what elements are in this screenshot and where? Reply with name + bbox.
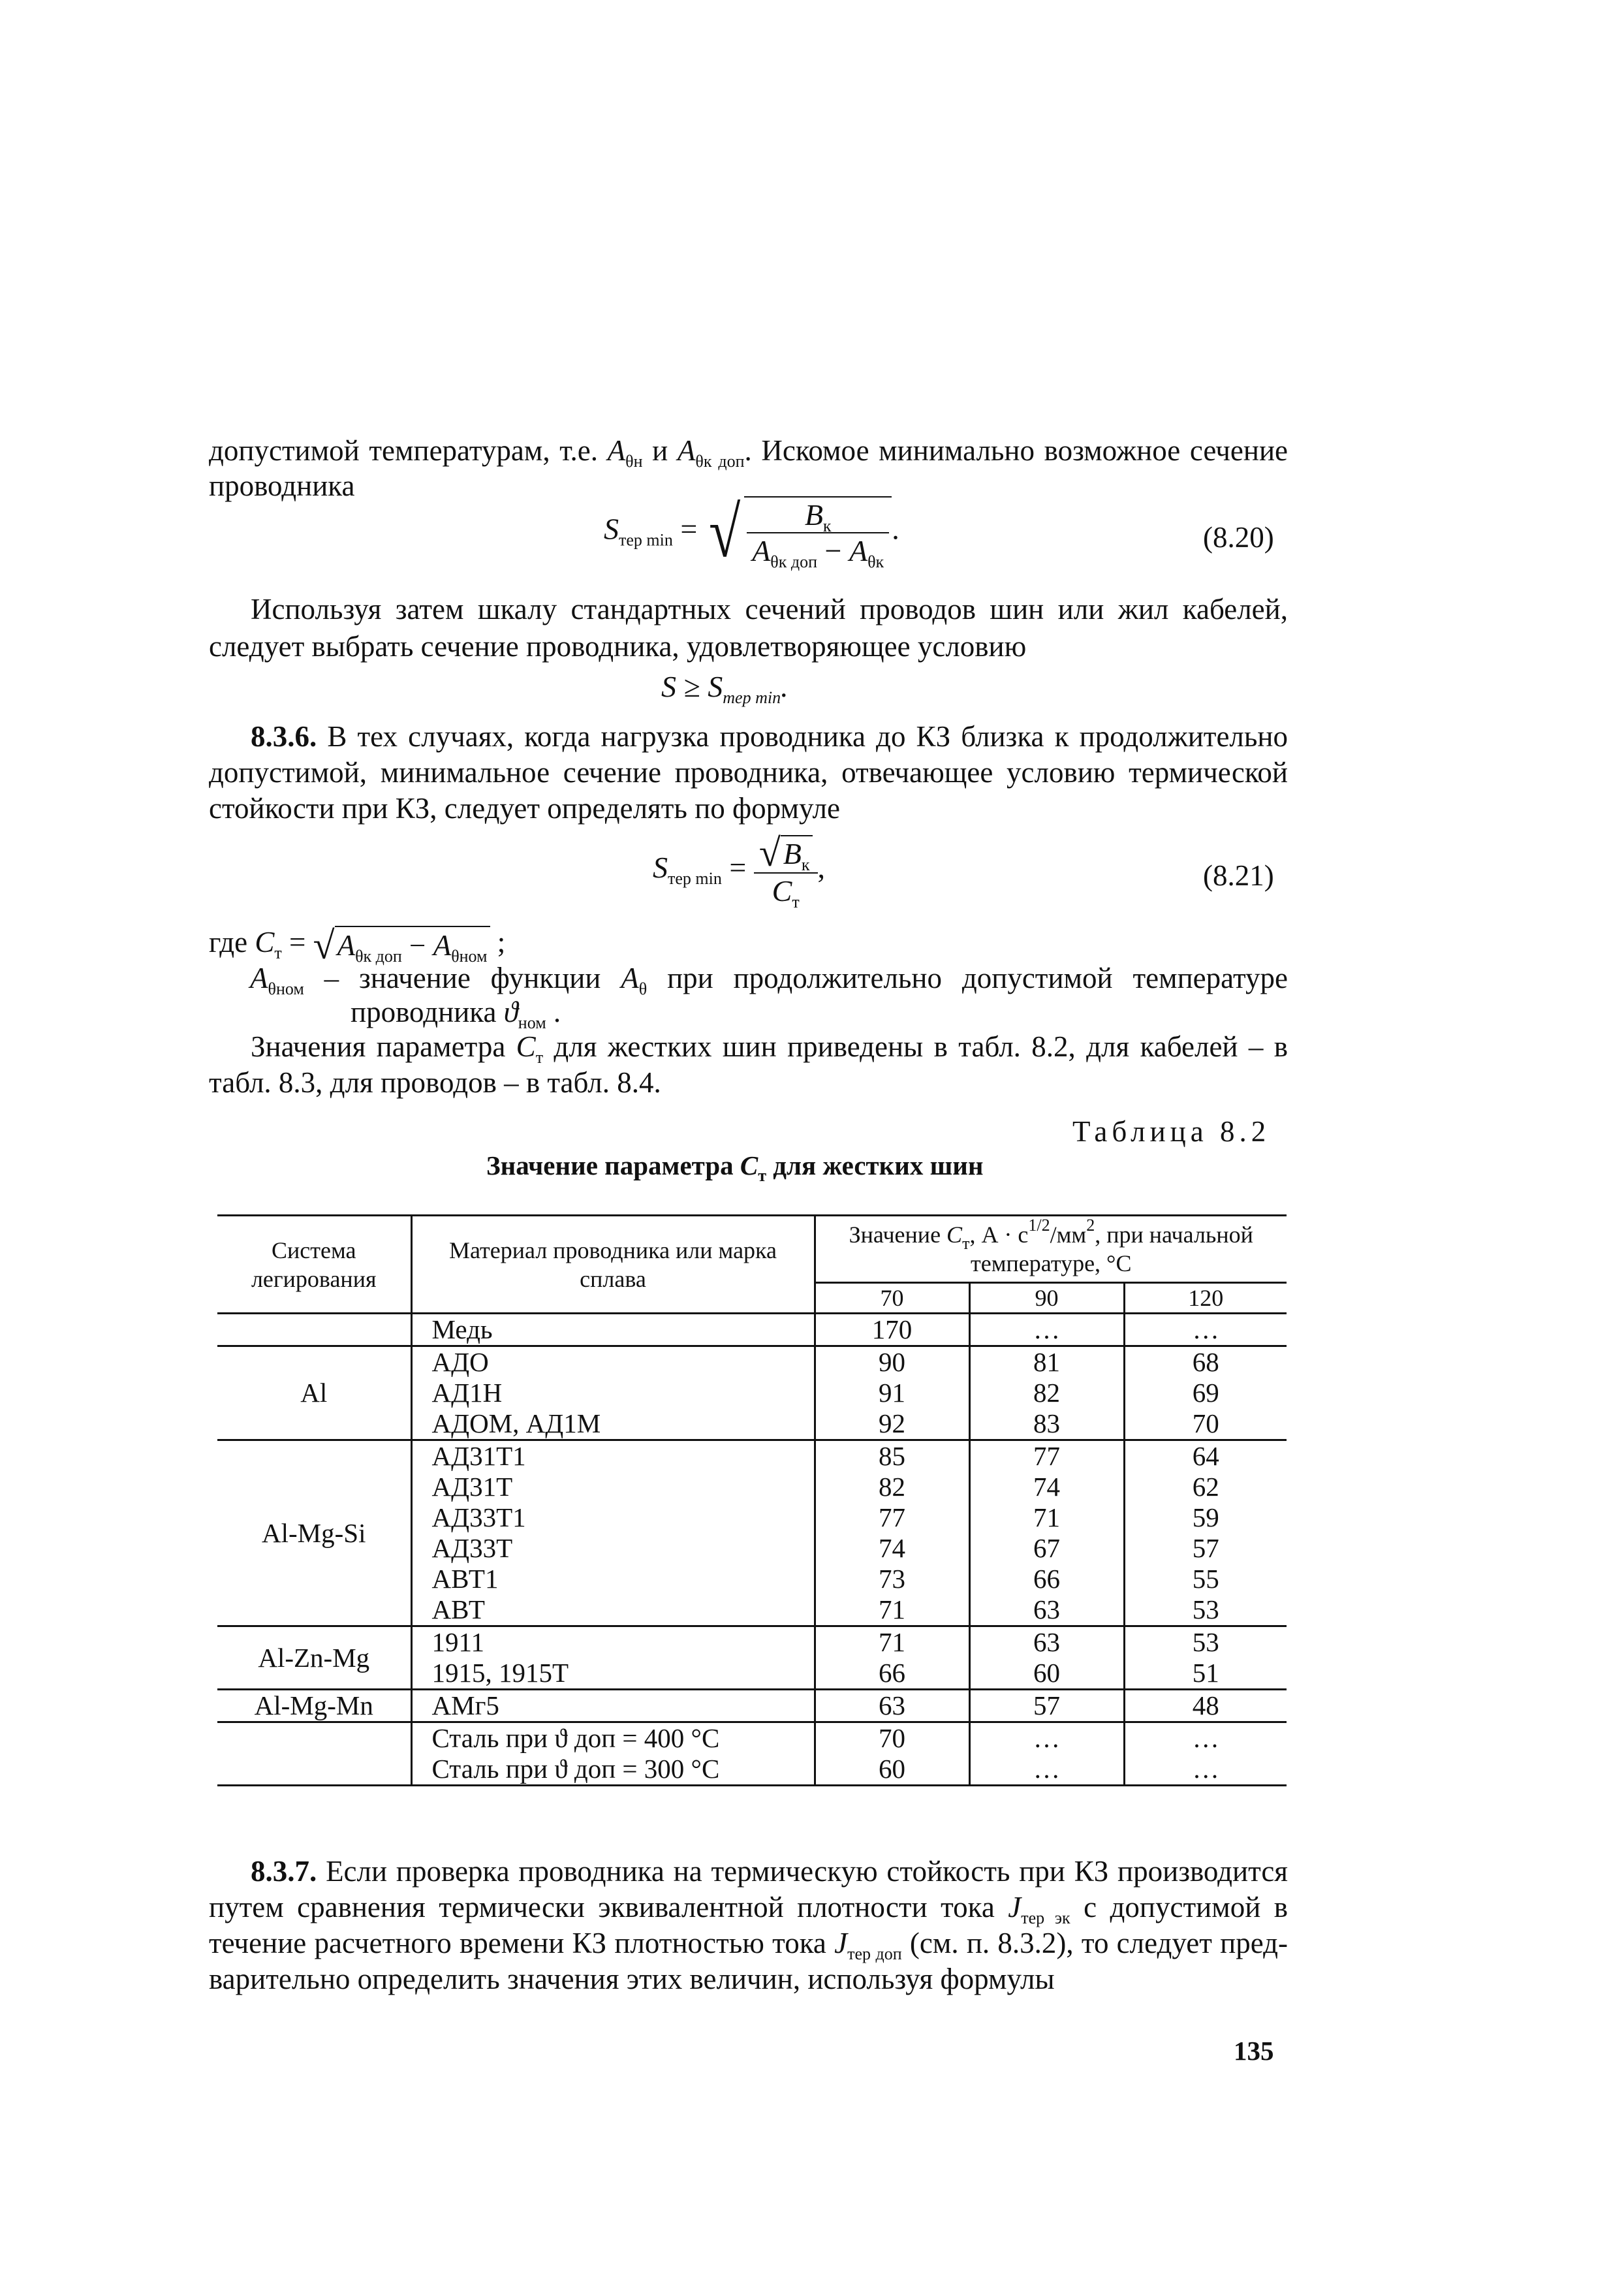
cell-value: 82 xyxy=(815,1472,969,1502)
cell-material: 1915, 1915Т xyxy=(411,1658,815,1690)
paragraph-2-line-1: Используя затем шкалу стандартных сечений проводов шин или жил кабелей, xyxy=(251,593,1288,625)
table-label: Таблица 8.2 xyxy=(1072,1115,1271,1148)
table-row xyxy=(217,1346,1287,1378)
table-header-row-1 xyxy=(217,1216,1287,1283)
cell-value: 53 xyxy=(1124,1594,1287,1626)
cell-material: АДО xyxy=(411,1346,815,1378)
cell-value: 60 xyxy=(969,1658,1124,1690)
cell-value: 63 xyxy=(969,1594,1124,1626)
equation-number-8-21: (8.21) xyxy=(1203,859,1274,892)
table-row xyxy=(217,1440,1287,1472)
cell-value: 74 xyxy=(969,1472,1124,1502)
header-system: Система легирования xyxy=(217,1216,411,1314)
paragraph-4-line-2: табл. 8.3, для проводов – в табл. 8.4. xyxy=(209,1066,661,1099)
paragraph-3-line-1: 8.3.6. В тех случаях, когда нагрузка проводника до КЗ близка к продолжительно xyxy=(251,720,1288,753)
cell-value: 53 xyxy=(1124,1626,1287,1658)
cell-system: Al-Mg-Si xyxy=(217,1440,411,1626)
cell-value: … xyxy=(969,1722,1124,1754)
inequality: $S \ge S_{тер min}$. xyxy=(661,670,789,707)
paragraph-4-line-1: Значения параметра $C_т$ для жестких шин приведены в табл. 8.2, для кабелей – в xyxy=(251,1030,1288,1067)
paragraph-2-line-2: следует выбрать сечение проводника, удовлетворяющее условию xyxy=(209,630,1027,663)
cell-system xyxy=(217,1314,411,1346)
cell-value: 74 xyxy=(815,1533,969,1564)
cell-value: 77 xyxy=(815,1502,969,1533)
table-row xyxy=(217,1722,1287,1754)
cell-value: 62 xyxy=(1124,1472,1287,1502)
cell-value: 55 xyxy=(1124,1564,1287,1594)
cell-value: … xyxy=(1124,1314,1287,1346)
table-row xyxy=(217,1690,1287,1722)
cell-value: 57 xyxy=(1124,1533,1287,1564)
header-value: Значение $C_т$, $А \cdot с^{1/2}/мм^2$, при начальной температуре, °С xyxy=(815,1216,1287,1283)
cell-material: АВТ xyxy=(411,1594,815,1626)
cell-value: 66 xyxy=(815,1658,969,1690)
cell-value: 71 xyxy=(815,1594,969,1626)
cell-system xyxy=(217,1722,411,1786)
header-t70: 70 xyxy=(815,1283,969,1314)
cell-material: АД33Т1 xyxy=(411,1502,815,1533)
cell-value: 68 xyxy=(1124,1346,1287,1378)
cell-value: 67 xyxy=(969,1533,1124,1564)
cell-value: 57 xyxy=(969,1690,1124,1722)
cell-value: … xyxy=(969,1314,1124,1346)
where-desc-line-1: $A_{\theta ном}$ – значение функции $A_\theta$ при продолжительно допустимой температуре xyxy=(250,962,1288,998)
cell-system: Al-Mg-Mn xyxy=(217,1690,411,1722)
cell-value: 63 xyxy=(969,1626,1124,1658)
cell-value: 170 xyxy=(815,1314,969,1346)
cell-value: … xyxy=(1124,1754,1287,1786)
header-material: Материал проводника или марка сплава xyxy=(411,1216,815,1314)
cell-value: 66 xyxy=(969,1564,1124,1594)
cell-value: 60 xyxy=(815,1754,969,1786)
cell-system: Al xyxy=(217,1346,411,1440)
cell-value: 69 xyxy=(1124,1378,1287,1408)
cell-system: Al-Zn-Mg xyxy=(217,1626,411,1690)
cell-value: 59 xyxy=(1124,1502,1287,1533)
cell-value: 81 xyxy=(969,1346,1124,1378)
cell-material: АМг5 xyxy=(411,1690,815,1722)
cell-material: АД31Т1 xyxy=(411,1440,815,1472)
cell-value: 82 xyxy=(969,1378,1124,1408)
cell-value: 85 xyxy=(815,1440,969,1472)
page-number: 135 xyxy=(1234,2036,1274,2066)
cell-material: АД33Т xyxy=(411,1533,815,1564)
table-title: Значение параметра $C_т$ для жестких шин xyxy=(486,1150,984,1185)
cell-value: 73 xyxy=(815,1564,969,1594)
cell-value: 64 xyxy=(1124,1440,1287,1472)
paragraph-5-line-1: 8.3.7. Если проверка проводника на термическую стойкость при КЗ производится xyxy=(251,1855,1288,1888)
paragraph-1-line-2: проводника xyxy=(209,469,355,502)
equation-8-20: $S_{тер min}$ = √ $\frac{B_к}{A_{\theta к доп} - A_{\theta к}}$ . xyxy=(604,492,899,572)
paragraph-5-line-3: течение расчетного времени КЗ плотностью тока $J_{тер доп}$ (см. п. 8.3.2), то следует пред- xyxy=(209,1927,1288,1963)
cell-value: 83 xyxy=(969,1408,1124,1440)
cell-value: 70 xyxy=(1124,1408,1287,1440)
cell-material: Сталь при ϑ доп = 400 °С xyxy=(411,1722,815,1754)
table-row xyxy=(217,1626,1287,1658)
header-t90: 90 xyxy=(969,1283,1124,1314)
cell-material: АД31Т xyxy=(411,1472,815,1502)
cell-value: … xyxy=(969,1754,1124,1786)
cell-value: 91 xyxy=(815,1378,969,1408)
cell-value: 63 xyxy=(815,1690,969,1722)
cell-material: АДОМ, АД1М xyxy=(411,1408,815,1440)
where-clause: где $C_т = √A_{\theta к доп} - A_{\theta ном}$ ; xyxy=(209,923,506,967)
cell-value: 70 xyxy=(815,1722,969,1754)
header-t120: 120 xyxy=(1124,1283,1287,1314)
cell-value: 51 xyxy=(1124,1658,1287,1690)
cell-material: АВТ1 xyxy=(411,1564,815,1594)
cell-value: 71 xyxy=(969,1502,1124,1533)
cell-material: Сталь при ϑ доп = 300 °С xyxy=(411,1754,815,1786)
equation-8-21: $S_{тер min}$ = $\frac{√B_к}{C_т}$ , xyxy=(653,831,825,912)
cell-material: АД1Н xyxy=(411,1378,815,1408)
paragraph-3-line-2: допустимой, минимальное сечение проводника, отвечающее условию термической xyxy=(209,756,1288,789)
cell-value: 92 xyxy=(815,1408,969,1440)
paragraph-3-line-3: стойкости при КЗ, следует определять по формуле xyxy=(209,792,840,825)
table-row xyxy=(217,1314,1287,1346)
where-desc-line-2: проводника $ϑ_{ном}$ . xyxy=(351,996,561,1032)
equation-number-8-20: (8.20) xyxy=(1203,521,1274,554)
cell-value: 71 xyxy=(815,1626,969,1658)
cell-value: 48 xyxy=(1124,1690,1287,1722)
cell-material: Медь xyxy=(411,1314,815,1346)
cell-value: 90 xyxy=(815,1346,969,1378)
paragraph-5-line-2: путем сравнения термически эквивалентной плотности тока $J_{тер эк}$ с допустимой в xyxy=(209,1891,1288,1927)
cell-value: … xyxy=(1124,1722,1287,1754)
data-table xyxy=(217,1214,1287,1786)
paragraph-5-line-4: варительно определить значения этих величин, используя формулы xyxy=(209,1963,1055,1995)
cell-value: 77 xyxy=(969,1440,1124,1472)
cell-material: 1911 xyxy=(411,1626,815,1658)
paragraph-1-line-1: допустимой температурам, т.е. $A_{\theta н}$ и $A_{\theta к доп}$. Искомое минимально возможное сечение xyxy=(209,434,1288,471)
